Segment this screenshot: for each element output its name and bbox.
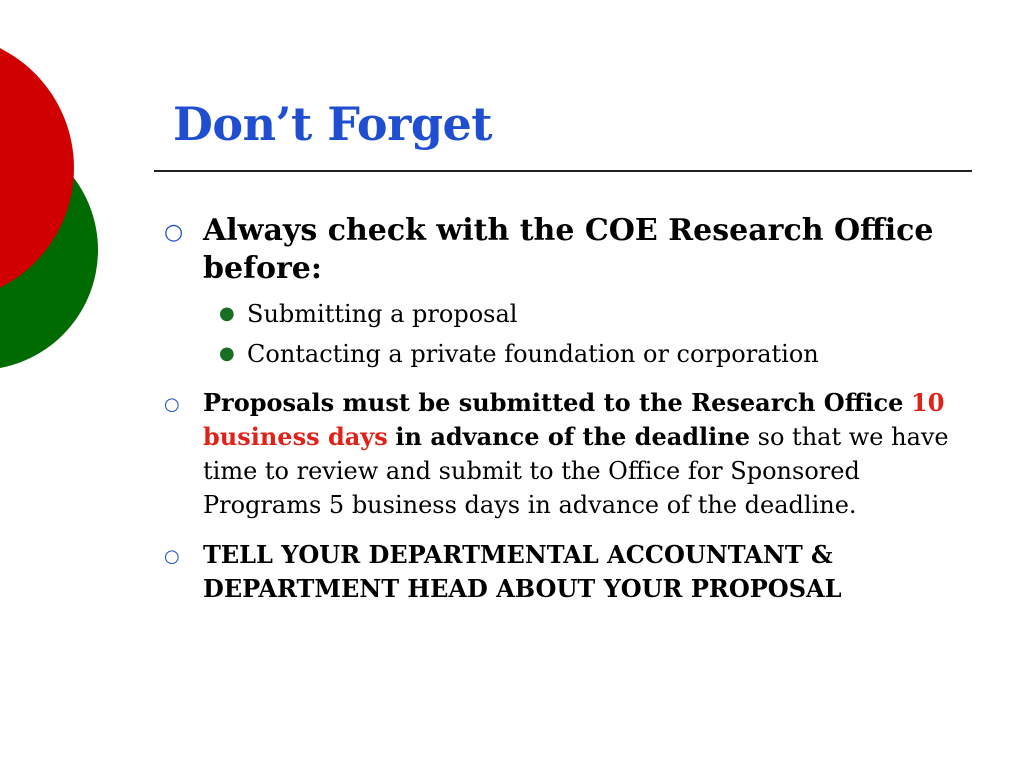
deadline-bold-text: Proposals must be submitted to the Research Office: [203, 388, 904, 417]
slide-title: Don’t Forget: [173, 97, 493, 151]
deadline-rest-text: so that we have time to review and submit to the Office for Sponsored Programs 5 business days in advance of the deadline.: [203, 423, 949, 519]
hollow-circle-bullet-icon: ○: [164, 220, 184, 245]
bullet-item-check-office: [164, 212, 964, 374]
title-divider: [154, 170, 972, 172]
hollow-circle-bullet-icon: ○: [164, 394, 180, 415]
sub-item-text: Contacting a private foundation or corporation: [247, 340, 819, 368]
bullet-list: [164, 212, 964, 606]
sub-item-submitting: [203, 294, 964, 334]
sub-item-text: Submitting a proposal: [247, 300, 518, 328]
sub-bullet-list: [203, 294, 964, 374]
decorative-circles: [0, 0, 110, 400]
deadline-highlight-text: 10 business days: [203, 388, 945, 451]
sub-item-contacting: [203, 334, 964, 374]
deadline-bold-text-2: in advance of the deadline: [395, 422, 751, 451]
bullet-item-deadline: [164, 386, 964, 522]
bullet-text-check-office: Always check with the COE Research Office before:: [203, 213, 934, 286]
bullet-item-tell-accountant: [164, 538, 964, 606]
filled-dot-bullet-icon: ●: [219, 343, 235, 364]
filled-dot-bullet-icon: ●: [219, 303, 235, 324]
bullet-text-tell-accountant: TELL YOUR DEPARTMENTAL ACCOUNTANT & DEPARTMENT HEAD ABOUT YOUR PROPOSAL: [203, 540, 842, 603]
hollow-circle-bullet-icon: ○: [164, 546, 180, 567]
